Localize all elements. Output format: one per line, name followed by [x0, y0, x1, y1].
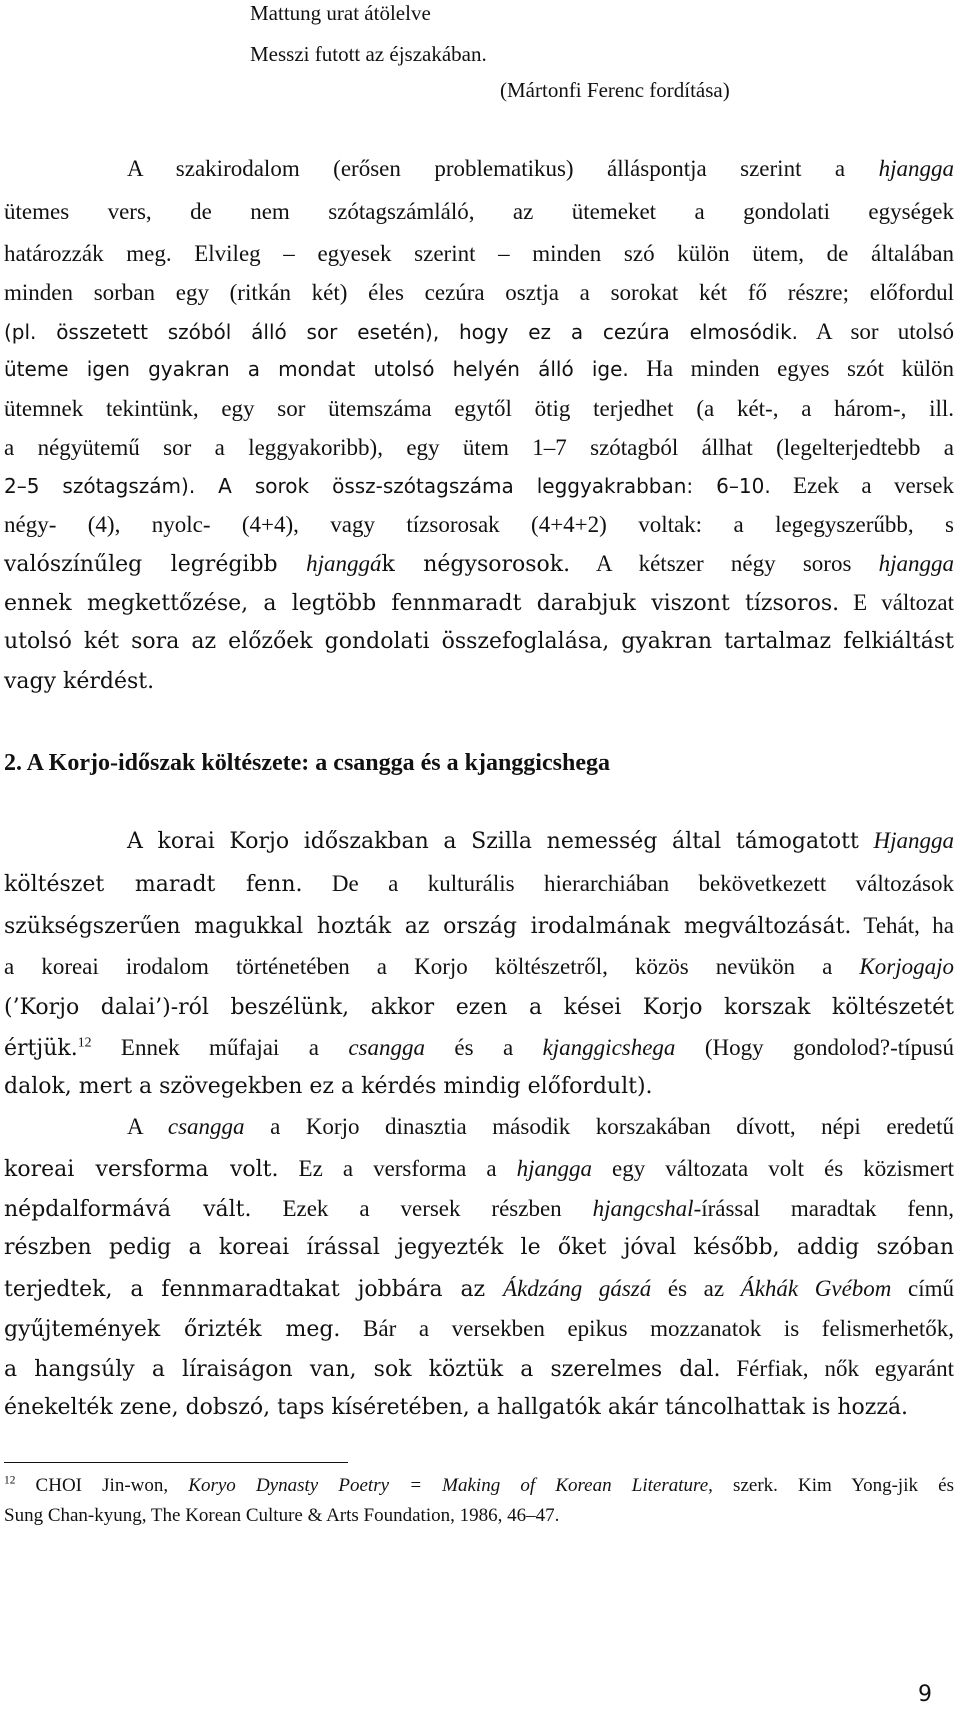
paragraph-line: a hangsúly a líraiságon van, sok köztük a szerelmes dal. Férfiak, nők egyaránt — [4, 1356, 954, 1382]
paragraph-line: A csangga a Korjo dinasztia második korszakában dívott, népi eredetű — [127, 1114, 954, 1139]
page-number: 9 — [918, 1682, 932, 1707]
footnote: $^{12}$ CHOI Jin-won, Koryo Dynasty Poetry = Making of Korean Literature, szerk. Kim Yong-jik és — [4, 1474, 954, 1496]
paragraph-line: a négyütemű sor a leggyakoribb), egy ütem 1–7 szótagból állhat (legelterjedtebb a — [4, 435, 954, 460]
paragraph-line: négy- (4), nyolc- (4+4), vagy tízsorosak (4+4+2) voltak: a legegyszerűbb, s — [4, 512, 954, 537]
paragraph-line: A szakirodalom (erősen problematikus) álláspontja szerint a hjangga — [127, 156, 954, 181]
paragraph-line: utolsó két sora az előzőek gondolati összefoglalása, gyakran tartalmaz felkiáltást — [4, 629, 954, 654]
paragraph-line: koreai versforma volt. Ez a versforma a hjangga egy változata volt és közismert — [4, 1156, 954, 1182]
poem-line: Mattung urat átölelve — [250, 1, 431, 25]
footnote-reference[interactable]: 12 — [77, 1034, 92, 1050]
paragraph-line: költészet maradt fenn. De a kulturális hierarchiában bekövetkezett változások — [4, 871, 954, 897]
paragraph-line: minden sorban egy (ritkán két) éles cezúra osztja a sorokat két fő részre; előfordul — [4, 280, 954, 305]
footnote-number: 12 — [4, 1474, 16, 1487]
paragraph-line: határozzák meg. Elvileg – egyesek szerint – minden szó külön ütem, de általában — [4, 241, 954, 266]
paragraph-line: ennek megkettőzése, a legtöbb fennmaradt darabjuk viszont tízsoros. E változat — [4, 590, 954, 616]
paragraph-line: ütemes vers, de nem szótagszámláló, az ütemeket a gondolati egységek — [4, 199, 954, 224]
paragraph-line: valószínűleg legrégibb hjanggák négysorosok. A kétszer négy soros hjangga — [4, 551, 954, 577]
poem-line: Messzi futott az éjszakában. — [250, 42, 487, 66]
paragraph-line: (pl. összetett szóból álló sor esetén), hogy ez a cezúra elmosódik. A sor utolsó — [4, 319, 955, 344]
paragraph-line: dalok, mert a szövegekben ez a kérdés mindig előfordult). — [4, 1074, 653, 1099]
footnote-line: Sung Chan-kyung, The Korean Culture & Arts Foundation, 1986, 46–47. — [4, 1505, 560, 1526]
paragraph-line: szükségszerűen magukkal hozták az ország irodalmának megváltozását. Tehát, ha — [4, 913, 954, 939]
paragraph-line: A korai Korjo időszakban a Szilla nemesség által támogatott Hjangga — [127, 828, 954, 854]
paragraph-line: gyűjtemények őrizték meg. Bár a versekben epikus mozzanatok is felismerhetők, — [4, 1316, 954, 1342]
paragraph-line: ütemnek tekintünk, egy sor ütemszáma egytől ötig terjedhet (a két-, a három-, ill. — [4, 396, 954, 421]
section-heading: 2. A Korjo-időszak költészete: a csangga és a kjanggicshega — [4, 750, 610, 776]
poem-credit: (Mártonfi Ferenc fordítása) — [500, 78, 730, 102]
paragraph-line: üteme igen gyakran a mondat utolsó helyén álló ige. Ha minden egyes szót külön — [4, 356, 954, 381]
paragraph-line: (’Korjo dalai’)-ról beszélünk, akkor ezen a kései Korjo korszak költészetét — [4, 995, 954, 1020]
paragraph-line: a koreai irodalom történetében a Korjo költészetről, közös nevükön a Korjogajo — [4, 954, 954, 979]
paragraph-line: részben pedig a koreai írással jegyezték le őket jóval később, addig szóban — [4, 1235, 954, 1260]
paragraph-line: értjük.$^{12}$ Ennek műfajai a csangga és a kjanggicshega (Hogy gondolod?-típusú — [4, 1034, 954, 1061]
paragraph-line: 2–5 szótagszám). A sorok össz-szótagszáma leggyakrabban: 6–10. Ezek a versek — [4, 473, 955, 498]
paragraph-line: vagy kérdést. — [4, 669, 155, 694]
paragraph-line: terjedtek, a fennmaradtakat jobbára az Ákdzáng gászá és az Ákhák Gvébom című — [4, 1276, 954, 1302]
footnote-divider — [4, 1462, 348, 1463]
paragraph-line: népdalformává vált. Ezek a versek részben hjangcshal-írással maradtak fenn, — [4, 1196, 955, 1222]
paragraph-line: énekelték zene, dobszó, taps kíséretében, a hallgatók akár táncolhattak is hozzá. — [4, 1395, 909, 1420]
